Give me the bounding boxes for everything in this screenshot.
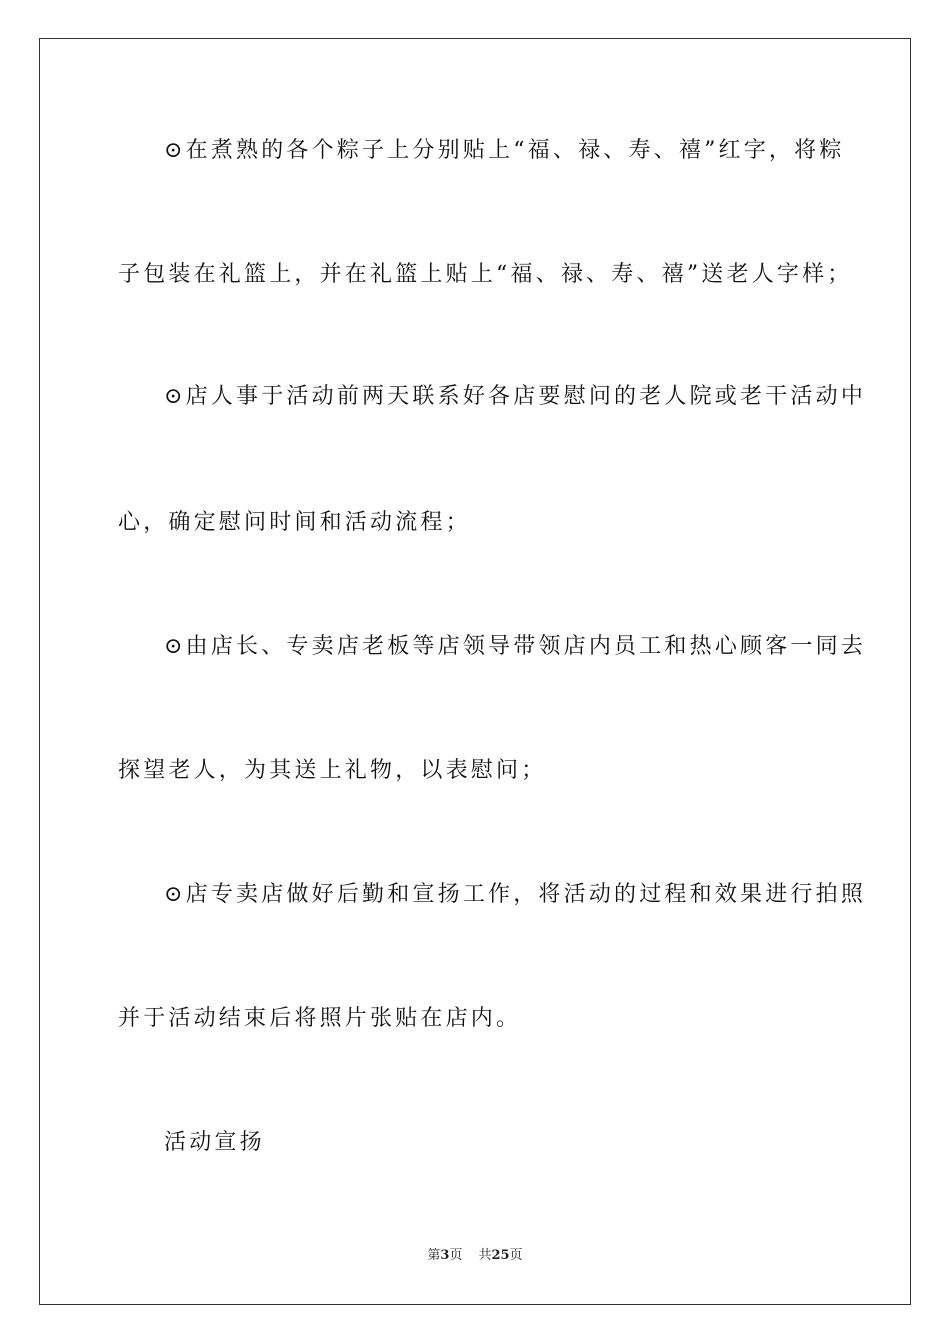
total-suffix: 页 [509,1248,523,1263]
paragraph-line-6: 探望老人，为其送上礼物，以表慰问； [118,758,547,783]
paragraph-line-5: ⊙由店长、专卖店老板等店领导带领店内员工和热心顾客一同去 [164,634,867,659]
paragraph-line-8: 并于活动结束后将照片张贴在店内。 [118,1006,522,1031]
paragraph-line-4: 心，确定慰问时间和活动流程； [118,510,471,535]
page-suffix: 页 [449,1248,463,1263]
total-pages: 25 [491,1248,510,1263]
page-footer [0,1247,950,1265]
paragraph-line-3: ⊙店人事于活动前两天联系好各店要慰问的老人院或老干活动中 [164,384,867,409]
paragraph-line-2: 子包装在礼篮上，并在礼篮上贴上“福、禄、寿、禧”送老人字样； [118,262,853,287]
paragraph-line-1: ⊙在煮熟的各个粽子上分别贴上“福、禄、寿、禧”红字，将粽 [164,138,845,163]
paragraph-line-7: ⊙店专卖店做好后勤和宣扬工作，将活动的过程和效果进行拍照 [164,882,867,907]
page-number: 3 [440,1248,450,1263]
page-border [39,38,911,1305]
page-prefix: 第 [427,1248,441,1263]
section-heading: 活动宣扬 [164,1130,265,1155]
total-prefix: 共 [478,1248,492,1263]
